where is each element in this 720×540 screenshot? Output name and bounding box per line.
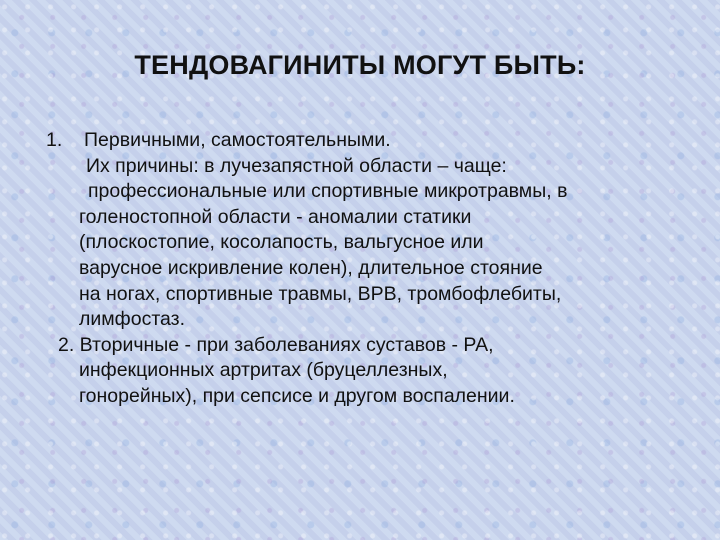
- list-item-2-line: гонорейных), при сепсисе и другом воспалении.: [79, 384, 515, 407]
- list-item-2-line: инфекционных артритах (бруцеллезных,: [79, 359, 448, 382]
- list-item-2-line: 2. Вторичные - при заболеваниях суставов - РА,: [58, 333, 494, 356]
- list-item-1-first-line: [36, 128, 696, 154]
- list-item-1-line: на ногах, спортивные травмы, ВРВ, тромбофлебиты,: [79, 282, 562, 305]
- list-item-1-number: 1.: [46, 129, 63, 151]
- slide-content: [36, 128, 696, 410]
- list-item-1-line: варусное искривление колен), длительное стояние: [79, 256, 543, 279]
- list-item-1-line: Их причины: в лучезапястной области – чаще:: [86, 154, 507, 177]
- list-item-1-line: лимфостаз.: [79, 308, 186, 331]
- list-item-1-line: голеностопной области - аномалии статики: [79, 205, 472, 228]
- list-item-1-line: профессиональные или спортивные микротравмы, в: [88, 180, 568, 203]
- list-item-1-text: Первичными, самостоятельными.: [84, 129, 391, 151]
- slide-title: ТЕНДОВАГИНИТЫ МОГУТ БЫТЬ:: [134, 50, 586, 80]
- list-item-1-line: (плоскостопие, косолапость, вальгусное или: [79, 231, 484, 254]
